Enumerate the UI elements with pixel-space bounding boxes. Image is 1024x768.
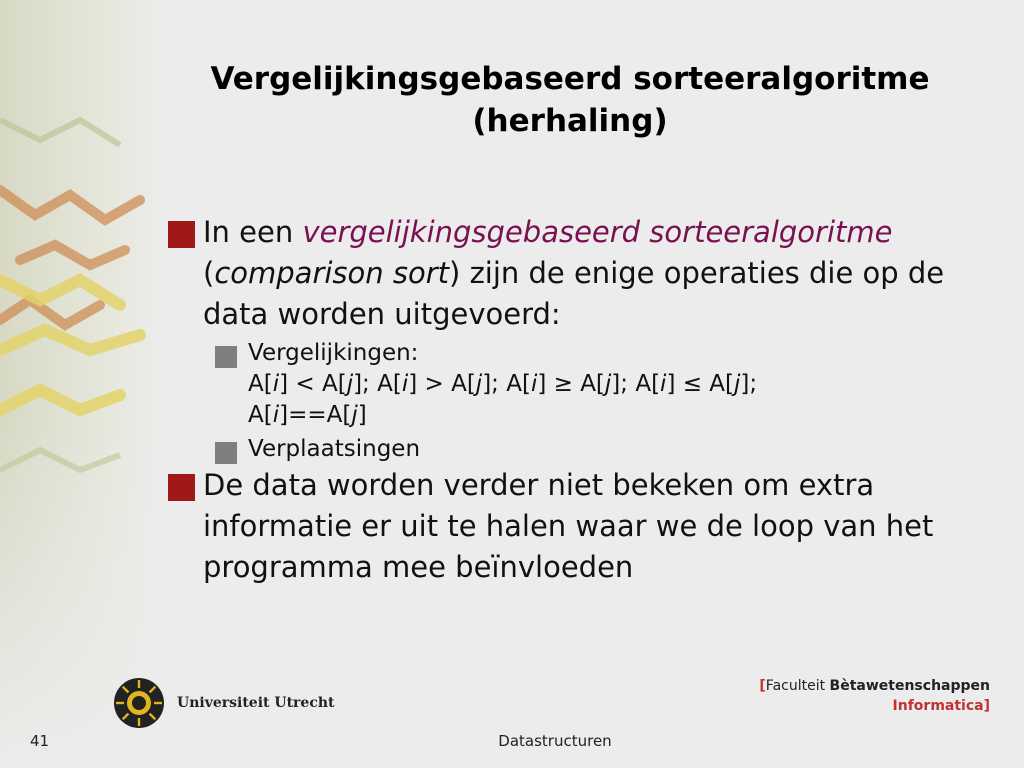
square-bullet-icon bbox=[168, 474, 195, 501]
university-name: Universiteit Utrecht bbox=[177, 695, 335, 711]
bullet-text-prefix: In een bbox=[203, 215, 303, 249]
decorative-background-image bbox=[0, 0, 160, 768]
slide-body bbox=[168, 212, 968, 588]
sub-bullet-text: Verplaatsingen bbox=[248, 436, 421, 462]
sub-bullet-comparisons bbox=[168, 338, 968, 431]
bullet-no-extra-info bbox=[168, 465, 968, 588]
faculty-label: [Faculteit Bètawetenschappen Informatica] bbox=[759, 678, 990, 714]
title-line-2: (herhaling) bbox=[472, 103, 668, 139]
course-name: Datastructuren bbox=[498, 732, 612, 750]
university-logo bbox=[113, 677, 335, 729]
slide-title bbox=[150, 58, 990, 142]
english-term: comparison sort bbox=[214, 256, 450, 290]
bullet-text-paren: ( bbox=[203, 256, 215, 290]
title-line-1: Vergelijkingsgebaseerd sorteeralgoritme bbox=[210, 61, 930, 97]
bullet-comparison-sort bbox=[168, 212, 968, 335]
bullet-text: De data worden verder niet bekeken om extra informatie er uit te halen waar we de loop van het programma mee beïnvloeden bbox=[203, 468, 934, 584]
equality-operation: A[i]==A[j] bbox=[248, 402, 367, 428]
square-sub-bullet-icon bbox=[215, 346, 237, 368]
page-number: 41 bbox=[30, 732, 50, 750]
square-sub-bullet-icon bbox=[215, 442, 237, 464]
bullet-text-rest: ) zijn de enige operaties die op de data worden uitgevoerd: bbox=[203, 256, 945, 331]
comparison-operations: A[i] < A[j]; A[i] > A[j]; A[i] ≥ A[j]; A[i] ≤ A[j]; bbox=[248, 371, 758, 397]
square-bullet-icon bbox=[168, 221, 195, 248]
sub-bullet-moves bbox=[168, 434, 968, 465]
sun-seal-icon bbox=[113, 677, 165, 729]
emphasis-term: vergelijkingsgebaseerd sorteeralgoritme bbox=[302, 215, 893, 249]
sub-bullet-label: Vergelijkingen: bbox=[248, 340, 419, 366]
